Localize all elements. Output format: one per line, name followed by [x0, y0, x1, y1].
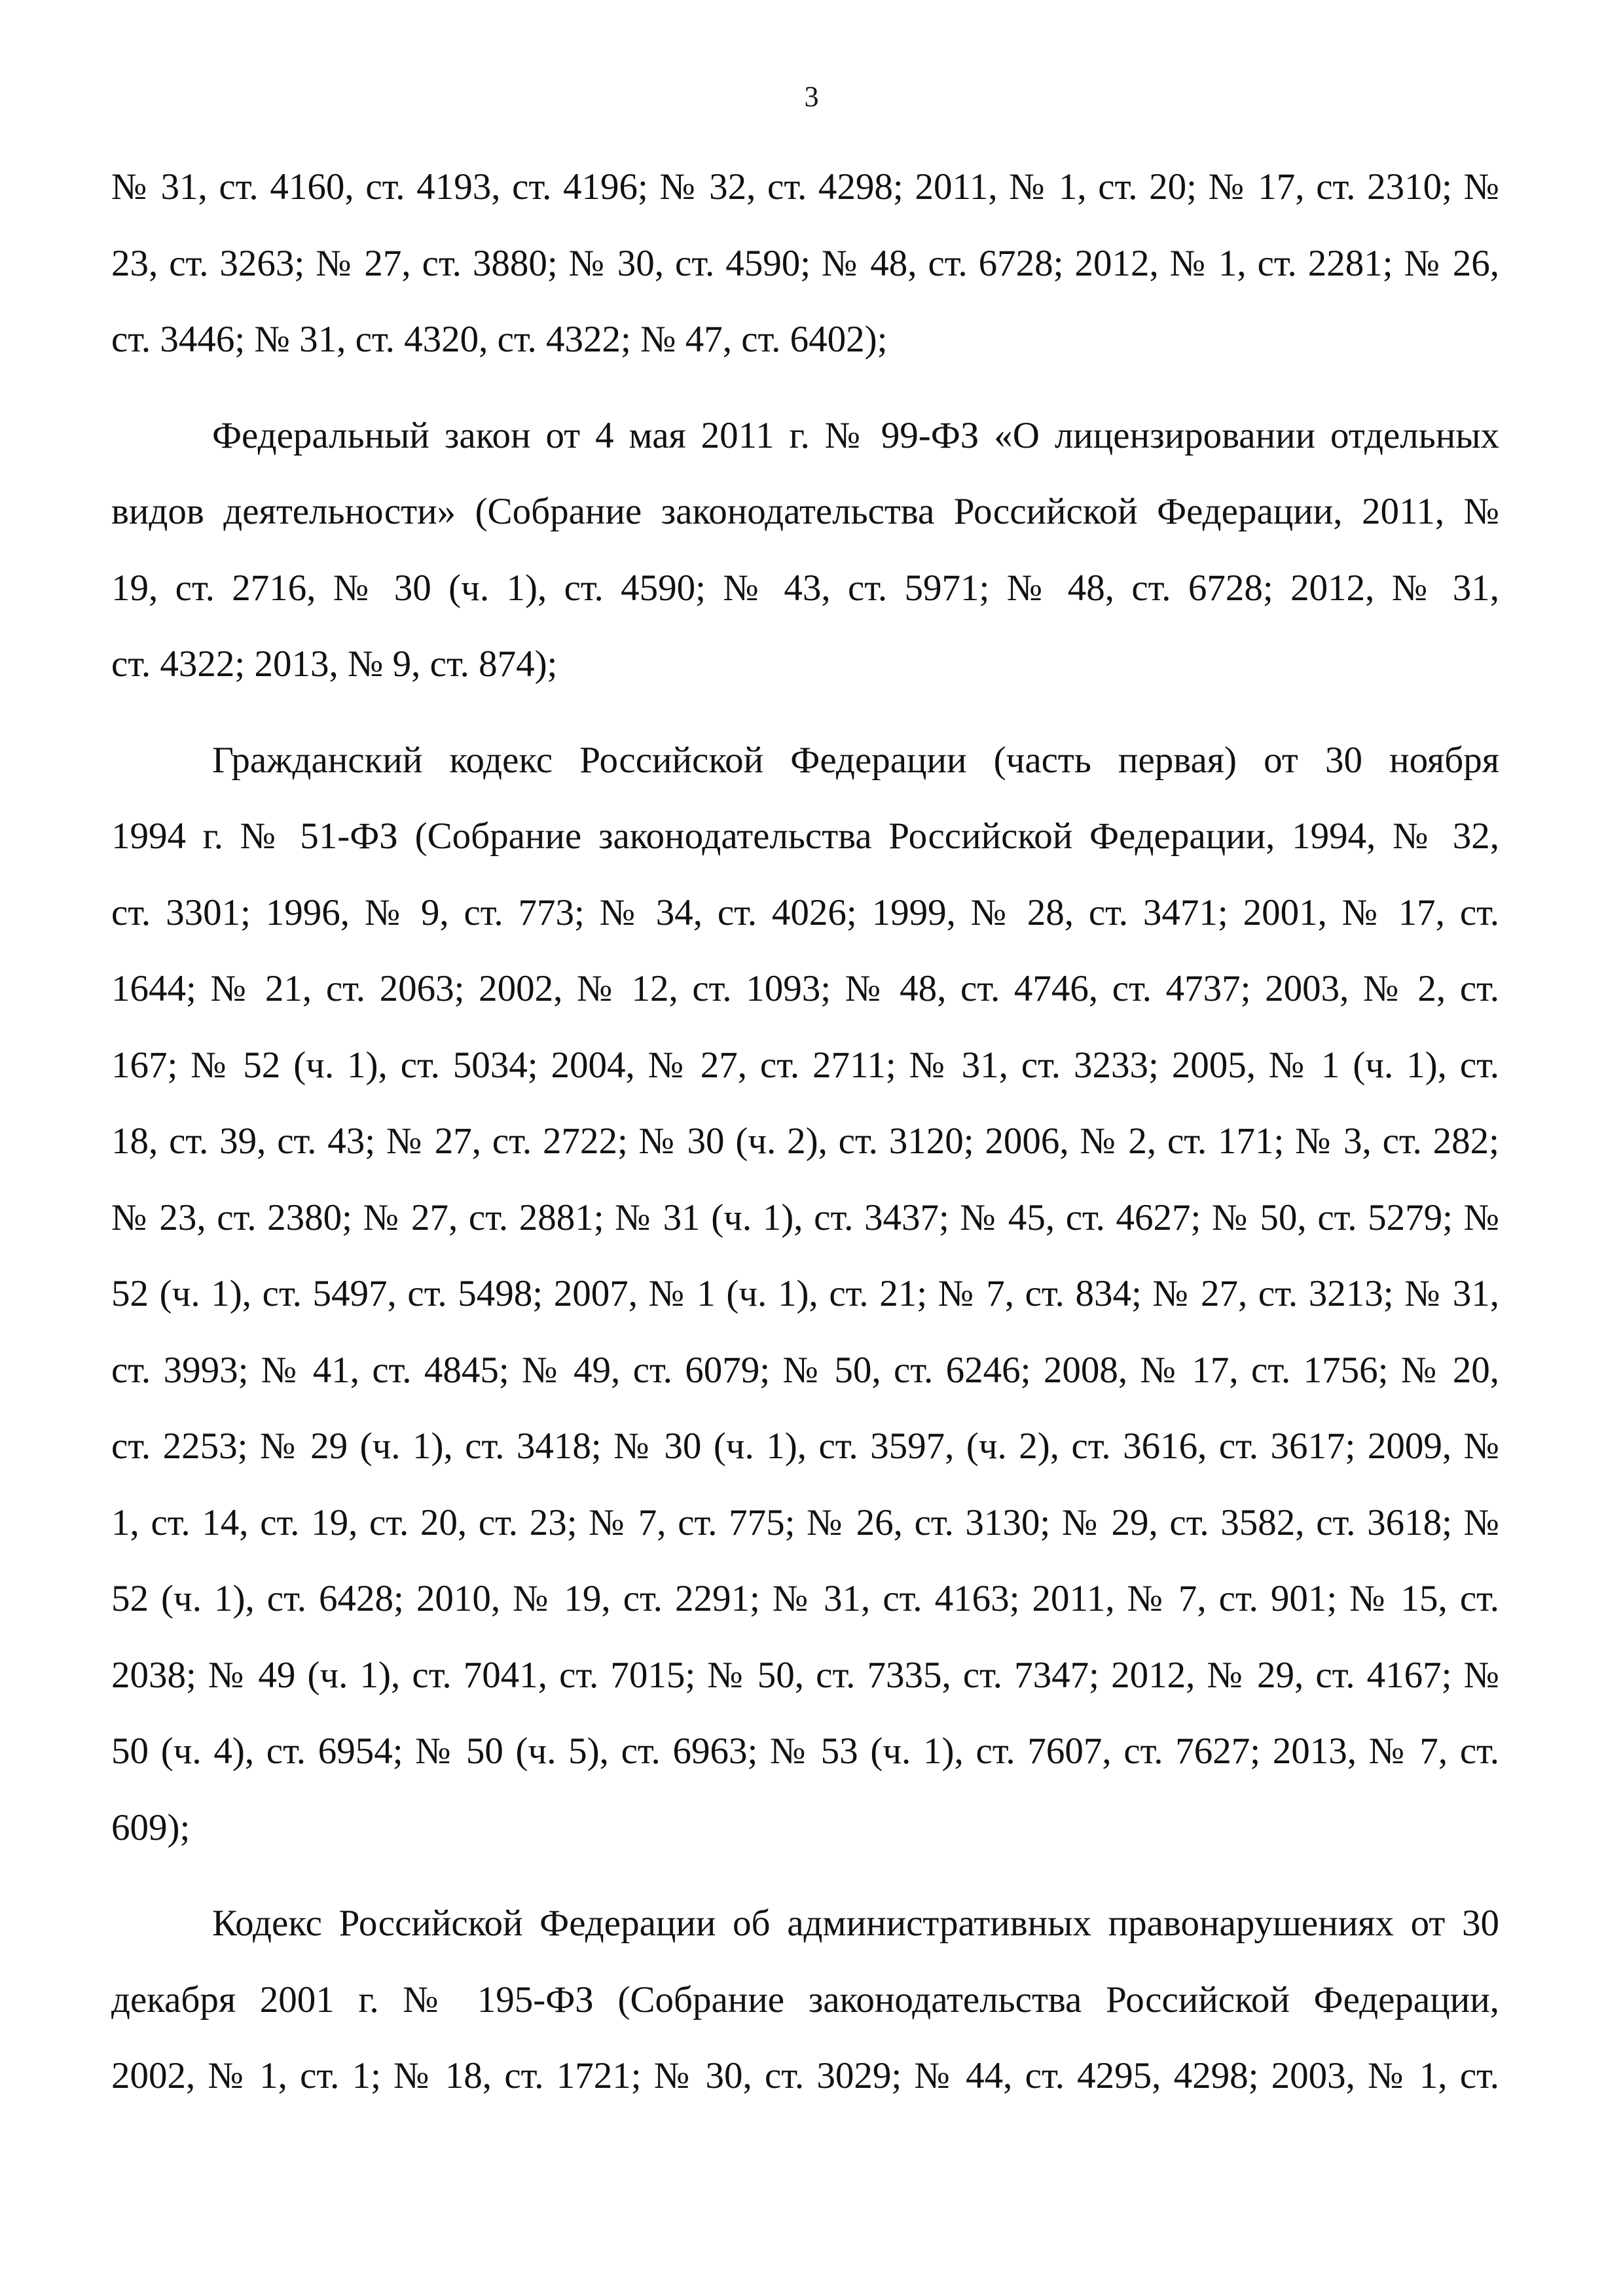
text-line: Кодекс Российской Федерации об административных правонарушениях от 30 — [212, 1903, 1499, 1944]
text-line: 2002, № 1, ст. 1; № 18, ст. 1721; № 30, ст. 3029; № 44, ст. 4295, 4298; 2003, № 1, ст. — [111, 2055, 1499, 2096]
text-line: ст. 3446; № 31, ст. 4320, ст. 4322; № 47, ст. 6402); — [111, 319, 888, 360]
text-line: 52 (ч. 1), ст. 5497, ст. 5498; 2007, № 1 (ч. 1), ст. 21; № 7, ст. 834; № 27, ст. 3213; № 31, — [111, 1273, 1499, 1314]
text-line: № 31, ст. 4160, ст. 4193, ст. 4196; № 32, ст. 4298; 2011, № 1, ст. 20; № 17, ст. 2310; № — [111, 166, 1499, 207]
text-line: 52 (ч. 1), ст. 6428; 2010, № 19, ст. 2291; № 31, ст. 4163; 2011, № 7, ст. 901; № 15, ст. — [111, 1578, 1499, 1619]
text-line: 1, ст. 14, ст. 19, ст. 20, ст. 23; № 7, ст. 775; № 26, ст. 3130; № 29, ст. 3582, ст. 3618; № — [111, 1501, 1499, 1543]
text-line: ст. 4322; 2013, № 9, ст. 874); — [111, 643, 558, 685]
text-line: 1994 г. № 51-ФЗ (Собрание законодательства Российской Федерации, 1994, № 32, — [111, 816, 1499, 857]
paragraph-administrative-code — [111, 1886, 1499, 2115]
text-line: ст. 2253; № 29 (ч. 1), ст. 3418; № 30 (ч. 1), ст. 3597, (ч. 2), ст. 3616, ст. 3617; 2009, № — [111, 1426, 1499, 1467]
text-line: 19, ст. 2716, № 30 (ч. 1), ст. 4590; № 43, ст. 5971; № 48, ст. 6728; 2012, № 31, — [111, 567, 1499, 609]
text-line: 50 (ч. 4), ст. 6954; № 50 (ч. 5), ст. 6963; № 53 (ч. 1), ст. 7607, ст. 7627; 2013, № 7, ст. — [111, 1731, 1499, 1772]
text-line: 167; № 52 (ч. 1), ст. 5034; 2004, № 27, ст. 2711; № 31, ст. 3233; 2005, № 1 (ч. 1), ст. — [111, 1044, 1499, 1086]
text-line: Федеральный закон от 4 мая 2011 г. № 99-ФЗ «О лицензировании отдельных — [212, 414, 1499, 456]
text-line: Гражданский кодекс Российской Федерации (часть первая) от 30 ноября — [212, 739, 1499, 781]
paragraph-law-references-continuation — [111, 149, 1499, 378]
text-line: 609); — [111, 1806, 191, 1848]
text-line: № 23, ст. 2380; № 27, ст. 2881; № 31 (ч. 1), ст. 3437; № 45, ст. 4627; № 50, ст. 5279; № — [111, 1196, 1499, 1238]
paragraph-civil-code — [111, 723, 1499, 1867]
text-line: 1644; № 21, ст. 2063; 2002, № 12, ст. 1093; № 48, ст. 4746, ст. 4737; 2003, № 2, ст. — [111, 968, 1499, 1009]
page-number: 3 — [804, 81, 819, 113]
text-line: видов деятельности» (Собрание законодательства Российской Федерации, 2011, № — [111, 491, 1499, 532]
text-line: декабря 2001 г. № 195-ФЗ (Собрание законодательства Российской Федерации, — [111, 1979, 1499, 2020]
text-line: 18, ст. 39, ст. 43; № 27, ст. 2722; № 30 (ч. 2), ст. 3120; 2006, № 2, ст. 171; № 3, ст. 282; — [111, 1121, 1499, 1162]
document-body — [111, 149, 1499, 2115]
text-line: 2038; № 49 (ч. 1), ст. 7041, ст. 7015; № 50, ст. 7335, ст. 7347; 2012, № 29, ст. 4167; № — [111, 1654, 1499, 1696]
text-line: ст. 3301; 1996, № 9, ст. 773; № 34, ст. 4026; 1999, № 28, ст. 3471; 2001, № 17, ст. — [111, 891, 1499, 933]
text-line: 23, ст. 3263; № 27, ст. 3880; № 30, ст. 4590; № 48, ст. 6728; 2012, № 1, ст. 2281; № 26, — [111, 242, 1499, 284]
paragraph-licensing-law — [111, 398, 1499, 703]
text-line: ст. 3993; № 41, ст. 4845; № 49, ст. 6079; № 50, ст. 6246; 2008, № 17, ст. 1756; № 20, — [111, 1349, 1499, 1391]
